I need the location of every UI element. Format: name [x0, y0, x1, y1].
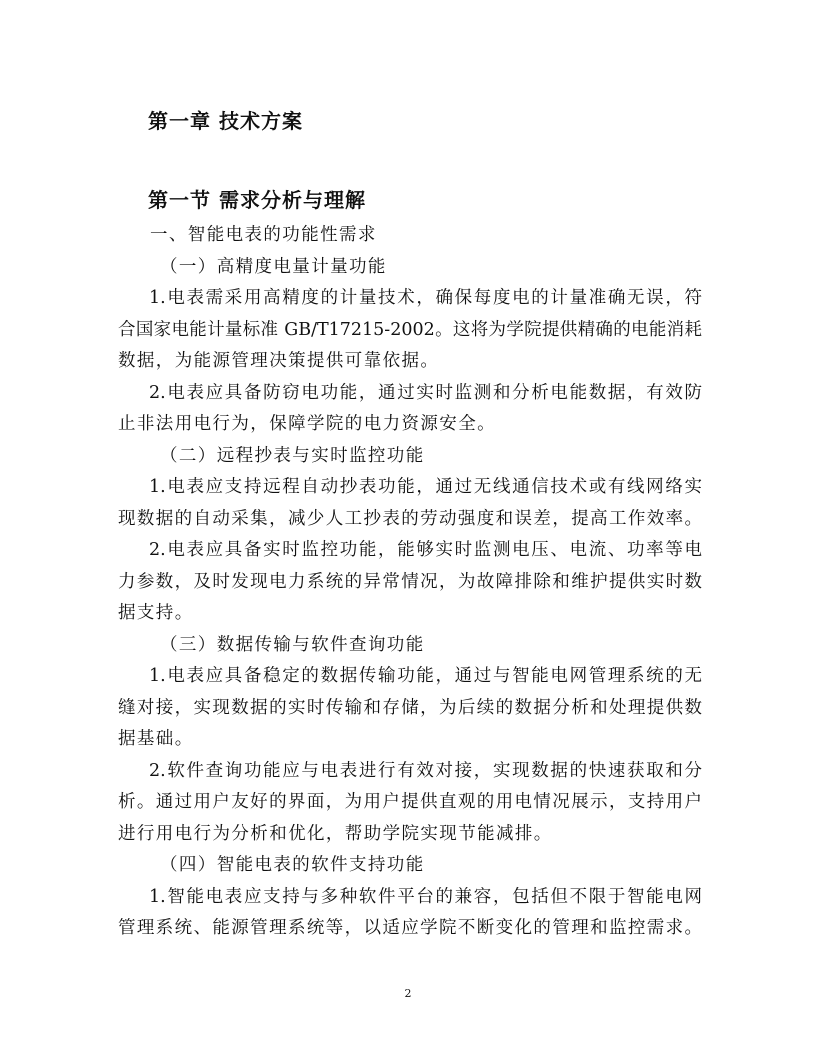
section-title: 第一节 需求分析与理解 [148, 188, 366, 212]
paragraph-line: 数据，为能源管理决策提供可靠依据。 [118, 351, 440, 371]
page-number: 2 [404, 987, 412, 1000]
paragraph-line: 1.电表应具备稳定的数据传输功能，通过与智能电网管理系统的无 [149, 666, 702, 686]
paragraph-line: 现数据的自动采集，减少人工抄表的劳动强度和误差，提高工作效率。 [118, 508, 702, 529]
paragraph-line: 力参数，及时发现电力系统的异常情况，为故障排除和维护提供实时数 [118, 571, 702, 592]
paragraph-line: 1.智能电表应支持与多种软件平台的兼容，包括但不限于智能电网 [149, 886, 702, 907]
paragraph-line: 止非法用电行为，保障学院的电力资源安全。 [118, 414, 496, 434]
paragraph-line: 析。通过用户友好的界面，为用户提供直观的用电情况展示，支持用户 [118, 792, 702, 812]
paragraph-line: 2.软件查询功能应与电表进行有效对接，实现数据的快速获取和分 [149, 760, 702, 781]
paragraph-line: 据基础。 [118, 729, 194, 749]
paragraph-line: 据支持。 [118, 603, 194, 623]
paragraph-line: 2.电表应具备实时监控功能，能够实时监测电压、电流、功率等电 [149, 540, 702, 560]
paragraph-line: 1.电表应支持远程自动抄表功能，通过无线通信技术或有线网络实 [149, 477, 702, 497]
paragraph-line: 进行用电行为分析和优化，帮助学院实现节能减排。 [118, 823, 553, 844]
paragraph-line: 管理系统、能源管理系统等，以适应学院不断变化的管理和监控需求。 [118, 918, 702, 938]
paragraph-line: 缝对接，实现数据的实时传输和存储，为后续的数据分析和处理提供数 [118, 697, 702, 718]
paragraph-line: 2.电表应具备防窃电功能，通过实时监测和分析电能数据，有效防 [149, 382, 702, 403]
chapter-title: 第一章 技术方案 [148, 109, 303, 133]
subheading-3: （三）数据传输与软件查询功能 [160, 634, 425, 655]
document-body [118, 220, 702, 945]
subheading-1: （一）高精度电量计量功能 [160, 256, 387, 277]
subheading-2: （二）远程抄表与实时监控功能 [160, 445, 425, 466]
heading-functional-requirements: 一、智能电表的功能性需求 [150, 225, 377, 245]
subheading-4: （四）智能电表的软件支持功能 [160, 855, 425, 875]
paragraph-line: 合国家电能计量标准 GB/T17215-2002。这将为学院提供精确的电能消耗 [118, 319, 702, 340]
paragraph-line: 1.电表需采用高精度的计量技术，确保每度电的计量准确无误，符 [149, 288, 702, 308]
